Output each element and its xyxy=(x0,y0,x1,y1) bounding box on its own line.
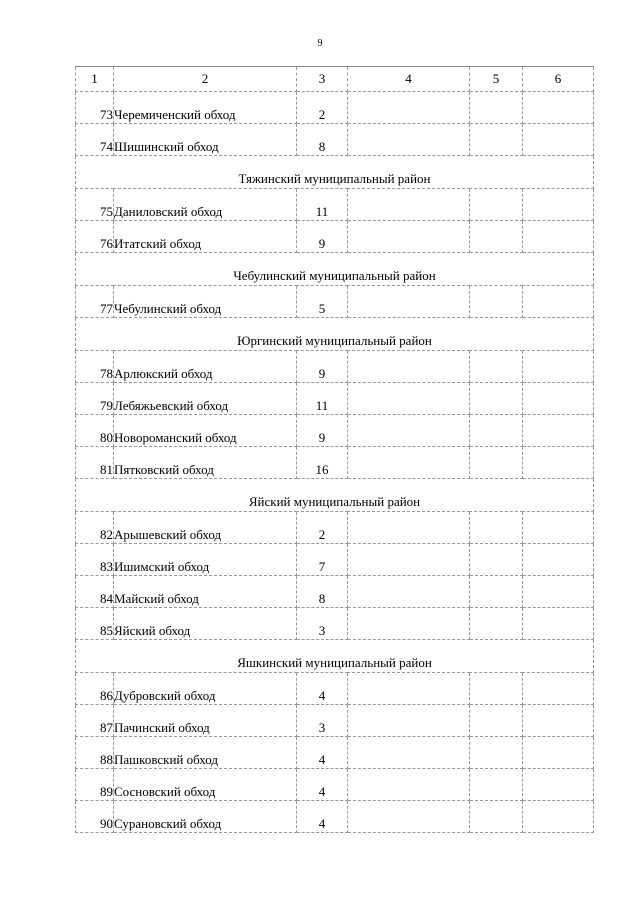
row-number: 86 xyxy=(76,673,114,705)
empty-cell xyxy=(523,769,594,801)
row-name: Шишинский обход xyxy=(114,124,297,156)
row-number: 76 xyxy=(76,221,114,253)
page-number: 9 xyxy=(317,38,323,49)
empty-cell xyxy=(348,608,470,640)
empty-cell xyxy=(470,189,523,221)
row-name: Майский обход xyxy=(114,576,297,608)
row-number: 85 xyxy=(76,608,114,640)
column-header: 6 xyxy=(523,67,594,92)
section-title: Тяжинский муниципальный район xyxy=(76,156,594,189)
table-row xyxy=(76,769,594,801)
row-number: 75 xyxy=(76,189,114,221)
column-header: 1 xyxy=(76,67,114,92)
empty-cell xyxy=(523,221,594,253)
row-number: 89 xyxy=(76,769,114,801)
empty-cell xyxy=(348,737,470,769)
section-row xyxy=(76,156,594,189)
table-row xyxy=(76,221,594,253)
table-row xyxy=(76,705,594,737)
column-header: 5 xyxy=(470,67,523,92)
row-count: 3 xyxy=(297,705,348,737)
row-number: 90 xyxy=(76,801,114,833)
table-row xyxy=(76,383,594,415)
empty-cell xyxy=(523,512,594,544)
empty-cell xyxy=(470,576,523,608)
row-name: Сосновский обход xyxy=(114,769,297,801)
row-name: Пятковский обход xyxy=(114,447,297,479)
row-name: Лебяжьевский обход xyxy=(114,383,297,415)
row-number: 74 xyxy=(76,124,114,156)
empty-cell xyxy=(523,383,594,415)
table-row xyxy=(76,447,594,479)
row-count: 4 xyxy=(297,801,348,833)
row-count: 4 xyxy=(297,769,348,801)
row-number: 82 xyxy=(76,512,114,544)
row-name: Сурановский обход xyxy=(114,801,297,833)
empty-cell xyxy=(470,351,523,383)
table-row xyxy=(76,673,594,705)
empty-cell xyxy=(523,415,594,447)
empty-cell xyxy=(470,608,523,640)
empty-cell xyxy=(348,673,470,705)
empty-cell xyxy=(348,705,470,737)
section-row xyxy=(76,640,594,673)
section-row xyxy=(76,318,594,351)
row-name: Ишимский обход xyxy=(114,544,297,576)
table-row xyxy=(76,544,594,576)
empty-cell xyxy=(348,576,470,608)
row-count: 9 xyxy=(297,415,348,447)
table-row xyxy=(76,415,594,447)
section-title: Чебулинский муниципальный район xyxy=(76,253,594,286)
table-row xyxy=(76,286,594,318)
section-title: Юргинский муниципальный район xyxy=(76,318,594,351)
empty-cell xyxy=(523,286,594,318)
row-number: 77 xyxy=(76,286,114,318)
row-count: 4 xyxy=(297,737,348,769)
table-row xyxy=(76,124,594,156)
empty-cell xyxy=(470,673,523,705)
row-number: 80 xyxy=(76,415,114,447)
row-count: 11 xyxy=(297,189,348,221)
row-count: 2 xyxy=(297,512,348,544)
empty-cell xyxy=(470,447,523,479)
empty-cell xyxy=(470,383,523,415)
row-name: Чебулинский обход xyxy=(114,286,297,318)
empty-cell xyxy=(348,92,470,124)
column-header: 3 xyxy=(297,67,348,92)
section-title: Яшкинский муниципальный район xyxy=(76,640,594,673)
row-number: 88 xyxy=(76,737,114,769)
row-number: 81 xyxy=(76,447,114,479)
row-count: 7 xyxy=(297,544,348,576)
table-row xyxy=(76,737,594,769)
table-row xyxy=(76,92,594,124)
empty-cell xyxy=(470,92,523,124)
empty-cell xyxy=(348,544,470,576)
row-name: Пашковский обход xyxy=(114,737,297,769)
empty-cell xyxy=(523,189,594,221)
empty-cell xyxy=(470,512,523,544)
empty-cell xyxy=(348,415,470,447)
empty-cell xyxy=(470,415,523,447)
row-count: 9 xyxy=(297,221,348,253)
empty-cell xyxy=(470,705,523,737)
empty-cell xyxy=(348,512,470,544)
data-table xyxy=(75,66,594,833)
empty-cell xyxy=(523,351,594,383)
row-number: 84 xyxy=(76,576,114,608)
empty-cell xyxy=(470,769,523,801)
row-name: Итатский обход xyxy=(114,221,297,253)
empty-cell xyxy=(523,608,594,640)
empty-cell xyxy=(523,447,594,479)
empty-cell xyxy=(523,124,594,156)
row-name: Новороманский обход xyxy=(114,415,297,447)
row-name: Арышевский обход xyxy=(114,512,297,544)
empty-cell xyxy=(523,737,594,769)
table-row xyxy=(76,576,594,608)
row-count: 3 xyxy=(297,608,348,640)
empty-cell xyxy=(348,221,470,253)
empty-cell xyxy=(523,92,594,124)
empty-cell xyxy=(348,769,470,801)
empty-cell xyxy=(523,576,594,608)
row-name: Дубровский обход xyxy=(114,673,297,705)
section-title: Яйский муниципальный район xyxy=(76,479,594,512)
table-row xyxy=(76,512,594,544)
row-count: 16 xyxy=(297,447,348,479)
empty-cell xyxy=(348,801,470,833)
empty-cell xyxy=(523,673,594,705)
table-row xyxy=(76,608,594,640)
empty-cell xyxy=(470,544,523,576)
empty-cell xyxy=(348,351,470,383)
row-number: 83 xyxy=(76,544,114,576)
row-name: Яйский обход xyxy=(114,608,297,640)
empty-cell xyxy=(348,189,470,221)
empty-cell xyxy=(470,801,523,833)
table-row xyxy=(76,801,594,833)
empty-cell xyxy=(523,705,594,737)
empty-cell xyxy=(470,286,523,318)
row-name: Арлюкский обход xyxy=(114,351,297,383)
row-count: 8 xyxy=(297,124,348,156)
empty-cell xyxy=(523,544,594,576)
row-count: 11 xyxy=(297,383,348,415)
row-number: 78 xyxy=(76,351,114,383)
empty-cell xyxy=(470,737,523,769)
row-name: Даниловский обход xyxy=(114,189,297,221)
empty-cell xyxy=(523,801,594,833)
row-count: 2 xyxy=(297,92,348,124)
section-row xyxy=(76,253,594,286)
row-count: 4 xyxy=(297,673,348,705)
row-number: 73 xyxy=(76,92,114,124)
column-header: 4 xyxy=(348,67,470,92)
empty-cell xyxy=(470,221,523,253)
empty-cell xyxy=(470,124,523,156)
empty-cell xyxy=(348,124,470,156)
row-count: 9 xyxy=(297,351,348,383)
table-row xyxy=(76,351,594,383)
row-name: Пачинский обход xyxy=(114,705,297,737)
empty-cell xyxy=(348,383,470,415)
empty-cell xyxy=(348,447,470,479)
row-number: 79 xyxy=(76,383,114,415)
table-row xyxy=(76,189,594,221)
row-name: Черемиченский обход xyxy=(114,92,297,124)
section-row xyxy=(76,479,594,512)
row-count: 5 xyxy=(297,286,348,318)
empty-cell xyxy=(348,286,470,318)
row-count: 8 xyxy=(297,576,348,608)
row-number: 87 xyxy=(76,705,114,737)
column-header: 2 xyxy=(114,67,297,92)
table-body xyxy=(76,67,594,833)
table-header-row xyxy=(76,67,594,92)
